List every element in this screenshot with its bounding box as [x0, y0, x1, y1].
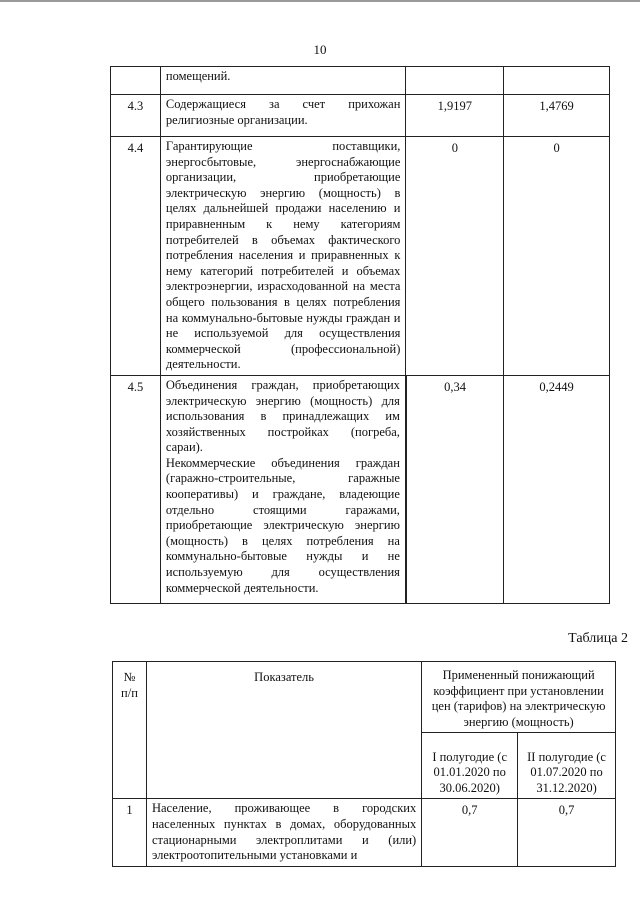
row-number: 1 [113, 799, 147, 866]
col-header-half-1: I полугодие (с 01.01.2020 по 30.06.2020) [422, 733, 518, 799]
row-number [111, 67, 161, 95]
row-number: 4.5 [111, 375, 161, 603]
scan-edge-line [0, 0, 640, 2]
table-row [111, 95, 610, 137]
table-row [111, 67, 610, 95]
row-value-2: 0,7 [518, 799, 616, 866]
row-number: 4.4 [111, 137, 161, 376]
row-value-1: 0 [406, 137, 504, 376]
row-text-part-2: Некоммерческие объединения граждан (гаражно-строительные, гаражные кооперативы) и граждане, владеющие отдельно стоящими гаражами, приобретающие электрическую энергию (мощность) в целях потребления на коммунально-бытовые нужды и не используемую для осуществления коммерческой деятельности. [165, 455, 400, 595]
row-number: 4.3 [111, 95, 161, 137]
row-value-2 [504, 67, 610, 95]
row-text: Содержащиеся за счет прихожан религиозные организации. [160, 95, 406, 137]
row-text: помещений. [160, 67, 406, 95]
table-2 [112, 661, 616, 867]
table-row [113, 799, 616, 866]
row-value-1: 0,7 [422, 799, 518, 866]
row-text-part-1: Объединения граждан, приобретающих электрическую энергию (мощность) для использования в принадлежащих им хозяйственных постройках (погреба, сараи). [165, 377, 400, 455]
col-header-half-2: II полугодие (с 01.07.2020 по 31.12.2020) [518, 733, 616, 799]
table-row [111, 137, 610, 376]
row-value-2: 0 [504, 137, 610, 376]
col-header-coefficient: Примененный понижающий коэффициент при установлении цен (тарифов) на электрическую энергию (мощность) [422, 662, 616, 733]
row-text [160, 375, 406, 603]
col-header-number: № п/п [113, 662, 147, 799]
row-value-1: 0,34 [406, 375, 504, 603]
table-2-caption: Таблица 2 [568, 631, 628, 646]
row-value-2: 1,4769 [504, 95, 610, 137]
table-1 [110, 66, 610, 604]
col-header-indicator: Показатель [146, 662, 421, 799]
row-text: Население, проживающее в городских населенных пунктах в домах, оборудованных стационарными электроплитами и (или) электроотопительными установками и [146, 799, 421, 866]
row-value-1: 1,9197 [406, 95, 504, 137]
header-row [113, 662, 616, 733]
row-text: Гарантирующие поставщики, энергосбытовые, энергоснабжающие организации, приобретающие электрическую энергию (мощность) в целях дальнейшей продажи населению и приравненным к нему категориям потребителей в объемах фактического потребления населения и приравненных к нему категорий потребителей и объемах электроэнергии, израсходованной на места общего пользования в целях потребления на коммунально-бытовые нужды граждан и не используемой для осуществления коммерческой (профессиональной) деятельности. [160, 137, 406, 376]
row-value-1 [406, 67, 504, 95]
row-value-2: 0,2449 [504, 375, 610, 603]
page-number: 10 [313, 42, 327, 57]
table-row [111, 375, 610, 603]
